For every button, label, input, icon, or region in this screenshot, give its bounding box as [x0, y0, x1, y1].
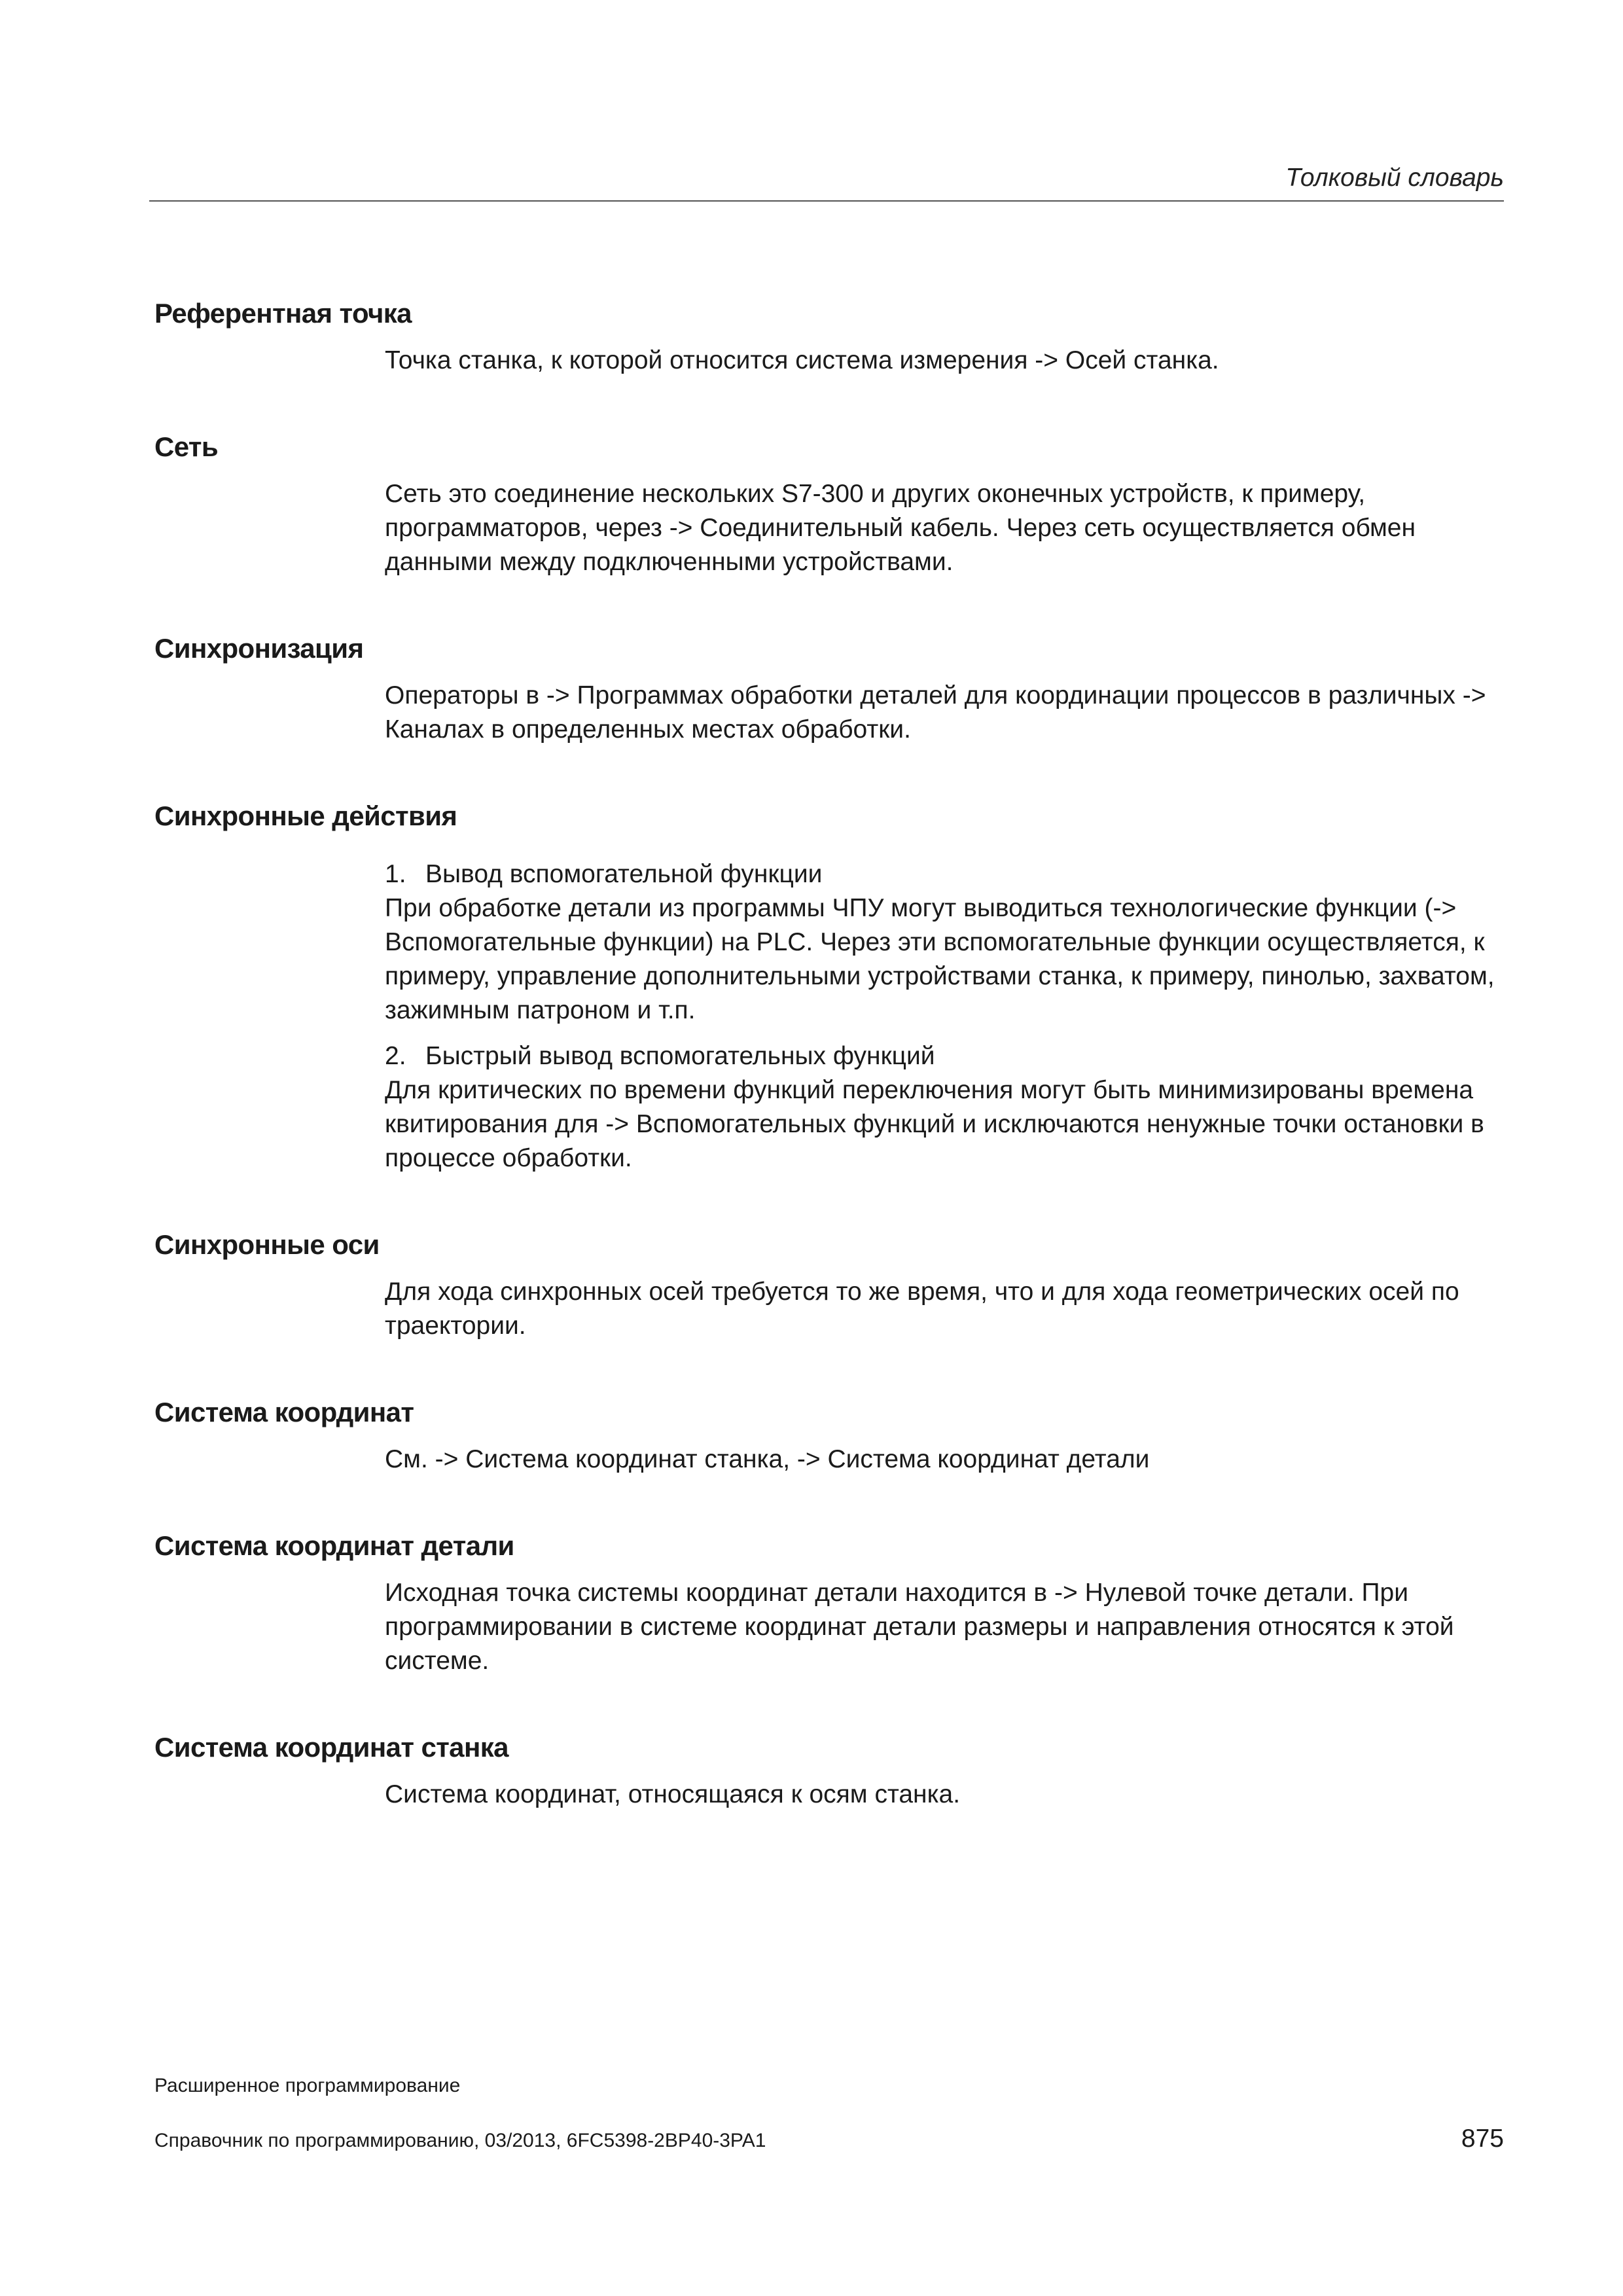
list-item-description: При обработке детали из программы ЧПУ могут выводиться технологические функции (-> Вспомогательные функции) на PLC. Через эти вспомогательные функции осуществляется, к примеру, управление дополнительными устройствами станка, к примеру, пинолью, захватом, зажимным патроном и т.п.	[385, 894, 1495, 1024]
entry-definition: Система координат, относящаяся к осям станка.	[385, 1780, 961, 1808]
page-header	[149, 164, 1504, 202]
footer-document-title: Расширенное программирование	[154, 2075, 461, 2096]
list-item	[385, 857, 1504, 1028]
footer-document-info: Справочник по программированию, 03/2013, 6FC5398-2BP40-3PA1	[154, 2130, 766, 2151]
glossary-entry	[154, 1530, 1504, 1678]
glossary-entry	[154, 1732, 1504, 1812]
entry-term: Синхронные действия	[154, 800, 457, 831]
glossary-entry	[154, 1397, 1504, 1477]
entry-term: Референтная точка	[154, 298, 412, 329]
entry-term: Синхронные оси	[154, 1229, 380, 1260]
entry-list	[385, 857, 1504, 1175]
list-item-title: Быстрый вывод вспомогательных функций	[425, 1042, 935, 1070]
entry-definition: Исходная точка системы координат детали находится в -> Нулевой точке детали. При программировании в системе координат детали размеры и направления относятся к этой системе.	[385, 1579, 1454, 1675]
glossary-content	[154, 298, 1504, 1865]
entry-term: Система координат станка	[154, 1732, 508, 1763]
entry-definition: Точка станка, к которой относится система измерения -> Осей станка.	[385, 346, 1219, 374]
header-title: Толковый словарь	[1285, 164, 1504, 192]
entry-term: Система координат	[154, 1397, 414, 1427]
entry-definition: Для хода синхронных осей требуется то же время, что и для хода геометрических осей по траектории.	[385, 1278, 1459, 1340]
glossary-entry	[154, 800, 1504, 1175]
glossary-entry	[154, 431, 1504, 579]
list-item-number: 2.	[385, 1042, 406, 1070]
glossary-entry	[154, 298, 1504, 378]
page-footer	[154, 2075, 1504, 2153]
entry-definition: Сеть это соединение нескольких S7-300 и других оконечных устройств, к примеру, программаторов, через -> Соединительный кабель. Через сеть осуществляется обмен данными между подключенными устройствами.	[385, 480, 1416, 576]
entry-term: Система координат детали	[154, 1530, 514, 1561]
list-item-description: Для критических по времени функций переключения могут быть минимизированы времена квитирования для -> Вспомогательных функций и исключаются ненужные точки остановки в процессе обработки.	[385, 1076, 1484, 1172]
entry-term: Синхронизация	[154, 633, 364, 664]
list-item-title: Вывод вспомогательной функции	[425, 860, 823, 888]
page-number: 875	[1461, 2125, 1504, 2153]
list-item	[385, 1039, 1504, 1175]
entry-definition: См. -> Система координат станка, -> Система координат детали	[385, 1445, 1150, 1473]
glossary-entry	[154, 633, 1504, 747]
entry-definition: Операторы в -> Программах обработки деталей для координации процессов в различных -> Каналах в определенных местах обработки.	[385, 681, 1486, 744]
entry-term: Сеть	[154, 431, 219, 462]
list-item-number: 1.	[385, 860, 406, 888]
glossary-entry	[154, 1229, 1504, 1343]
